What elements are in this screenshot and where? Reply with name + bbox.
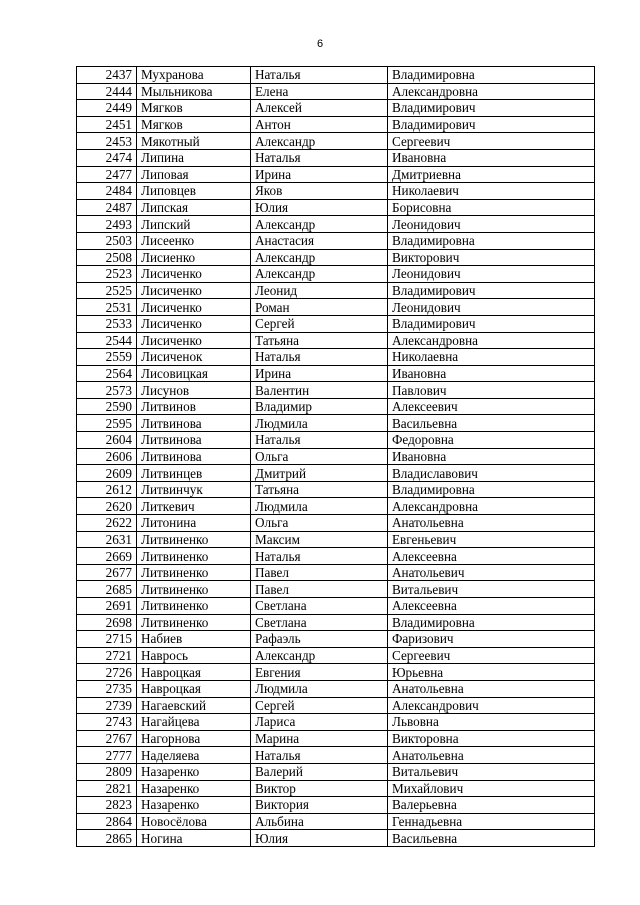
last-name-cell: Литвинова bbox=[137, 432, 251, 449]
first-name-cell: Александр bbox=[251, 133, 388, 150]
last-name-cell: Литонина bbox=[137, 515, 251, 532]
first-name-cell: Светлана bbox=[251, 598, 388, 615]
record-number-cell: 2620 bbox=[77, 498, 137, 515]
first-name-cell: Павел bbox=[251, 581, 388, 598]
first-name-cell: Александр bbox=[251, 647, 388, 664]
last-name-cell: Литвинова bbox=[137, 415, 251, 432]
patronymic-cell: Дмитриевна bbox=[388, 166, 595, 183]
last-name-cell: Лисиченко bbox=[137, 332, 251, 349]
patronymic-cell: Геннадьевна bbox=[388, 813, 595, 830]
last-name-cell: Мухранова bbox=[137, 67, 251, 84]
last-name-cell: Назаренко bbox=[137, 763, 251, 780]
last-name-cell: Литвиненко bbox=[137, 531, 251, 548]
patronymic-cell: Алексеевна bbox=[388, 548, 595, 565]
patronymic-cell: Владиславович bbox=[388, 465, 595, 482]
patronymic-cell: Федоровна bbox=[388, 432, 595, 449]
table-row bbox=[77, 465, 595, 482]
first-name-cell: Елена bbox=[251, 83, 388, 100]
last-name-cell: Липина bbox=[137, 149, 251, 166]
record-number-cell: 2484 bbox=[77, 183, 137, 200]
patronymic-cell: Михайлович bbox=[388, 780, 595, 797]
first-name-cell: Ирина bbox=[251, 365, 388, 382]
record-number-cell: 2493 bbox=[77, 216, 137, 233]
first-name-cell: Владимир bbox=[251, 398, 388, 415]
last-name-cell: Мягков bbox=[137, 116, 251, 133]
patronymic-cell: Алексеевна bbox=[388, 598, 595, 615]
patronymic-cell: Владимировна bbox=[388, 481, 595, 498]
last-name-cell: Литвинова bbox=[137, 448, 251, 465]
last-name-cell: Наврось bbox=[137, 647, 251, 664]
first-name-cell: Яков bbox=[251, 183, 388, 200]
first-name-cell: Павел bbox=[251, 564, 388, 581]
table-row bbox=[77, 133, 595, 150]
first-name-cell: Юлия bbox=[251, 830, 388, 847]
record-number-cell: 2669 bbox=[77, 548, 137, 565]
record-number-cell: 2544 bbox=[77, 332, 137, 349]
first-name-cell: Людмила bbox=[251, 498, 388, 515]
record-number-cell: 2864 bbox=[77, 813, 137, 830]
page-number: 6 bbox=[316, 38, 324, 50]
record-number-cell: 2698 bbox=[77, 614, 137, 631]
patronymic-cell: Львовна bbox=[388, 714, 595, 731]
first-name-cell: Александр bbox=[251, 249, 388, 266]
record-number-cell: 2590 bbox=[77, 398, 137, 415]
last-name-cell: Литвиненко bbox=[137, 581, 251, 598]
record-number-cell: 2559 bbox=[77, 349, 137, 366]
first-name-cell: Алексей bbox=[251, 100, 388, 117]
first-name-cell: Наталья bbox=[251, 432, 388, 449]
table-row bbox=[77, 631, 595, 648]
last-name-cell: Назаренко bbox=[137, 797, 251, 814]
patronymic-cell: Викторовна bbox=[388, 730, 595, 747]
record-number-cell: 2715 bbox=[77, 631, 137, 648]
table-row bbox=[77, 515, 595, 532]
first-name-cell: Виктория bbox=[251, 797, 388, 814]
last-name-cell: Литвиненко bbox=[137, 614, 251, 631]
table-row bbox=[77, 664, 595, 681]
patronymic-cell: Сергеевич bbox=[388, 133, 595, 150]
last-name-cell: Нагаевский bbox=[137, 697, 251, 714]
record-number-cell: 2525 bbox=[77, 282, 137, 299]
first-name-cell: Леонид bbox=[251, 282, 388, 299]
first-name-cell: Людмила bbox=[251, 680, 388, 697]
last-name-cell: Литвинцев bbox=[137, 465, 251, 482]
patronymic-cell: Александровна bbox=[388, 83, 595, 100]
last-name-cell: Лисиченко bbox=[137, 315, 251, 332]
first-name-cell: Валерий bbox=[251, 763, 388, 780]
last-name-cell: Набиев bbox=[137, 631, 251, 648]
first-name-cell: Светлана bbox=[251, 614, 388, 631]
last-name-cell: Ногина bbox=[137, 830, 251, 847]
table-row bbox=[77, 680, 595, 697]
table-row bbox=[77, 249, 595, 266]
table-row bbox=[77, 232, 595, 249]
record-number-cell: 2677 bbox=[77, 564, 137, 581]
patronymic-cell: Анатольевна bbox=[388, 747, 595, 764]
first-name-cell: Ирина bbox=[251, 166, 388, 183]
first-name-cell: Наталья bbox=[251, 149, 388, 166]
first-name-cell: Валентин bbox=[251, 382, 388, 399]
last-name-cell: Назаренко bbox=[137, 780, 251, 797]
patronymic-cell: Владимировна bbox=[388, 67, 595, 84]
patronymic-cell: Юрьевна bbox=[388, 664, 595, 681]
record-number-cell: 2631 bbox=[77, 531, 137, 548]
record-number-cell: 2523 bbox=[77, 266, 137, 283]
record-number-cell: 2477 bbox=[77, 166, 137, 183]
table-row bbox=[77, 166, 595, 183]
table-row bbox=[77, 116, 595, 133]
table-row bbox=[77, 614, 595, 631]
table-row bbox=[77, 763, 595, 780]
last-name-cell: Лисиченко bbox=[137, 266, 251, 283]
record-number-cell: 2444 bbox=[77, 83, 137, 100]
last-name-cell: Мякотный bbox=[137, 133, 251, 150]
table-row bbox=[77, 780, 595, 797]
record-number-cell: 2777 bbox=[77, 747, 137, 764]
patronymic-cell: Александрович bbox=[388, 697, 595, 714]
table-row bbox=[77, 199, 595, 216]
table-row bbox=[77, 100, 595, 117]
record-number-cell: 2451 bbox=[77, 116, 137, 133]
first-name-cell: Лариса bbox=[251, 714, 388, 731]
patronymic-cell: Николаевич bbox=[388, 183, 595, 200]
first-name-cell: Рафаэль bbox=[251, 631, 388, 648]
table-row bbox=[77, 647, 595, 664]
first-name-cell: Марина bbox=[251, 730, 388, 747]
table-row bbox=[77, 813, 595, 830]
first-name-cell: Анастасия bbox=[251, 232, 388, 249]
table-row bbox=[77, 564, 595, 581]
table-row bbox=[77, 332, 595, 349]
record-number-cell: 2743 bbox=[77, 714, 137, 731]
last-name-cell: Нагайцева bbox=[137, 714, 251, 731]
first-name-cell: Людмила bbox=[251, 415, 388, 432]
record-number-cell: 2606 bbox=[77, 448, 137, 465]
table-row bbox=[77, 282, 595, 299]
table-row bbox=[77, 382, 595, 399]
table-row bbox=[77, 697, 595, 714]
record-number-cell: 2685 bbox=[77, 581, 137, 598]
first-name-cell: Евгения bbox=[251, 664, 388, 681]
patronymic-cell: Алексеевич bbox=[388, 398, 595, 415]
record-number-cell: 2823 bbox=[77, 797, 137, 814]
table-row bbox=[77, 299, 595, 316]
patronymic-cell: Васильевна bbox=[388, 415, 595, 432]
table-row bbox=[77, 598, 595, 615]
record-number-cell: 2449 bbox=[77, 100, 137, 117]
table-row bbox=[77, 481, 595, 498]
last-name-cell: Лисовицкая bbox=[137, 365, 251, 382]
first-name-cell: Альбина bbox=[251, 813, 388, 830]
table-row bbox=[77, 266, 595, 283]
last-name-cell: Литвиненко bbox=[137, 598, 251, 615]
last-name-cell: Литкевич bbox=[137, 498, 251, 515]
table-row bbox=[77, 398, 595, 415]
last-name-cell: Липовцев bbox=[137, 183, 251, 200]
table-row bbox=[77, 714, 595, 731]
table-row bbox=[77, 548, 595, 565]
patronymic-cell: Фаризович bbox=[388, 631, 595, 648]
patronymic-cell: Владимировна bbox=[388, 614, 595, 631]
last-name-cell: Лисиченок bbox=[137, 349, 251, 366]
patronymic-cell: Викторович bbox=[388, 249, 595, 266]
patronymic-cell: Леонидович bbox=[388, 216, 595, 233]
record-number-cell: 2437 bbox=[77, 67, 137, 84]
table-row bbox=[77, 531, 595, 548]
roster-table bbox=[76, 66, 595, 847]
roster-table-body bbox=[77, 67, 595, 847]
table-row bbox=[77, 747, 595, 764]
table-row bbox=[77, 67, 595, 84]
patronymic-cell: Ивановна bbox=[388, 448, 595, 465]
table-row bbox=[77, 830, 595, 847]
patronymic-cell: Николаевна bbox=[388, 349, 595, 366]
last-name-cell: Литвиненко bbox=[137, 564, 251, 581]
first-name-cell: Татьяна bbox=[251, 332, 388, 349]
last-name-cell: Навроцкая bbox=[137, 680, 251, 697]
last-name-cell: Мыльникова bbox=[137, 83, 251, 100]
last-name-cell: Новосёлова bbox=[137, 813, 251, 830]
first-name-cell: Антон bbox=[251, 116, 388, 133]
patronymic-cell: Леонидович bbox=[388, 299, 595, 316]
last-name-cell: Навроцкая bbox=[137, 664, 251, 681]
first-name-cell: Дмитрий bbox=[251, 465, 388, 482]
table-row bbox=[77, 797, 595, 814]
first-name-cell: Наталья bbox=[251, 747, 388, 764]
first-name-cell: Наталья bbox=[251, 349, 388, 366]
patronymic-cell: Анатольевна bbox=[388, 515, 595, 532]
patronymic-cell: Владимирович bbox=[388, 116, 595, 133]
patronymic-cell: Леонидович bbox=[388, 266, 595, 283]
patronymic-cell: Владимирович bbox=[388, 315, 595, 332]
record-number-cell: 2726 bbox=[77, 664, 137, 681]
table-row bbox=[77, 448, 595, 465]
record-number-cell: 2865 bbox=[77, 830, 137, 847]
record-number-cell: 2739 bbox=[77, 697, 137, 714]
table-row bbox=[77, 415, 595, 432]
patronymic-cell: Ивановна bbox=[388, 149, 595, 166]
record-number-cell: 2691 bbox=[77, 598, 137, 615]
first-name-cell: Сергей bbox=[251, 315, 388, 332]
table-row bbox=[77, 365, 595, 382]
table-row bbox=[77, 315, 595, 332]
patronymic-cell: Анатольевна bbox=[388, 680, 595, 697]
first-name-cell: Виктор bbox=[251, 780, 388, 797]
record-number-cell: 2622 bbox=[77, 515, 137, 532]
patronymic-cell: Владимирович bbox=[388, 282, 595, 299]
last-name-cell: Литвиненко bbox=[137, 548, 251, 565]
patronymic-cell: Васильевна bbox=[388, 830, 595, 847]
patronymic-cell: Витальевич bbox=[388, 581, 595, 598]
first-name-cell: Александр bbox=[251, 216, 388, 233]
first-name-cell: Ольга bbox=[251, 448, 388, 465]
record-number-cell: 2595 bbox=[77, 415, 137, 432]
table-row bbox=[77, 349, 595, 366]
last-name-cell: Лисеенко bbox=[137, 232, 251, 249]
last-name-cell: Нагорнова bbox=[137, 730, 251, 747]
record-number-cell: 2487 bbox=[77, 199, 137, 216]
table-row bbox=[77, 581, 595, 598]
last-name-cell: Лисиенко bbox=[137, 249, 251, 266]
record-number-cell: 2821 bbox=[77, 780, 137, 797]
table-row bbox=[77, 183, 595, 200]
patronymic-cell: Витальевич bbox=[388, 763, 595, 780]
record-number-cell: 2721 bbox=[77, 647, 137, 664]
record-number-cell: 2612 bbox=[77, 481, 137, 498]
patronymic-cell: Борисовна bbox=[388, 199, 595, 216]
patronymic-cell: Владимирович bbox=[388, 100, 595, 117]
last-name-cell: Лисиченко bbox=[137, 282, 251, 299]
first-name-cell: Наталья bbox=[251, 548, 388, 565]
record-number-cell: 2573 bbox=[77, 382, 137, 399]
patronymic-cell: Павлович bbox=[388, 382, 595, 399]
first-name-cell: Роман bbox=[251, 299, 388, 316]
first-name-cell: Сергей bbox=[251, 697, 388, 714]
patronymic-cell: Александровна bbox=[388, 498, 595, 515]
first-name-cell: Максим bbox=[251, 531, 388, 548]
patronymic-cell: Анатольевич bbox=[388, 564, 595, 581]
record-number-cell: 2809 bbox=[77, 763, 137, 780]
record-number-cell: 2564 bbox=[77, 365, 137, 382]
table-row bbox=[77, 216, 595, 233]
patronymic-cell: Ивановна bbox=[388, 365, 595, 382]
first-name-cell: Юлия bbox=[251, 199, 388, 216]
last-name-cell: Лисунов bbox=[137, 382, 251, 399]
first-name-cell: Наталья bbox=[251, 67, 388, 84]
patronymic-cell: Владимировна bbox=[388, 232, 595, 249]
record-number-cell: 2604 bbox=[77, 432, 137, 449]
last-name-cell: Мягков bbox=[137, 100, 251, 117]
last-name-cell: Наделяева bbox=[137, 747, 251, 764]
last-name-cell: Литвинов bbox=[137, 398, 251, 415]
table-row bbox=[77, 83, 595, 100]
record-number-cell: 2508 bbox=[77, 249, 137, 266]
table-row bbox=[77, 730, 595, 747]
record-number-cell: 2474 bbox=[77, 149, 137, 166]
record-number-cell: 2503 bbox=[77, 232, 137, 249]
table-row bbox=[77, 149, 595, 166]
record-number-cell: 2767 bbox=[77, 730, 137, 747]
last-name-cell: Липовая bbox=[137, 166, 251, 183]
last-name-cell: Липский bbox=[137, 216, 251, 233]
first-name-cell: Александр bbox=[251, 266, 388, 283]
patronymic-cell: Сергеевич bbox=[388, 647, 595, 664]
record-number-cell: 2531 bbox=[77, 299, 137, 316]
patronymic-cell: Евгеньевич bbox=[388, 531, 595, 548]
last-name-cell: Литвинчук bbox=[137, 481, 251, 498]
patronymic-cell: Александровна bbox=[388, 332, 595, 349]
record-number-cell: 2735 bbox=[77, 680, 137, 697]
first-name-cell: Татьяна bbox=[251, 481, 388, 498]
record-number-cell: 2609 bbox=[77, 465, 137, 482]
record-number-cell: 2453 bbox=[77, 133, 137, 150]
last-name-cell: Липская bbox=[137, 199, 251, 216]
patronymic-cell: Валерьевна bbox=[388, 797, 595, 814]
record-number-cell: 2533 bbox=[77, 315, 137, 332]
table-row bbox=[77, 498, 595, 515]
first-name-cell: Ольга bbox=[251, 515, 388, 532]
table-row bbox=[77, 432, 595, 449]
last-name-cell: Лисиченко bbox=[137, 299, 251, 316]
